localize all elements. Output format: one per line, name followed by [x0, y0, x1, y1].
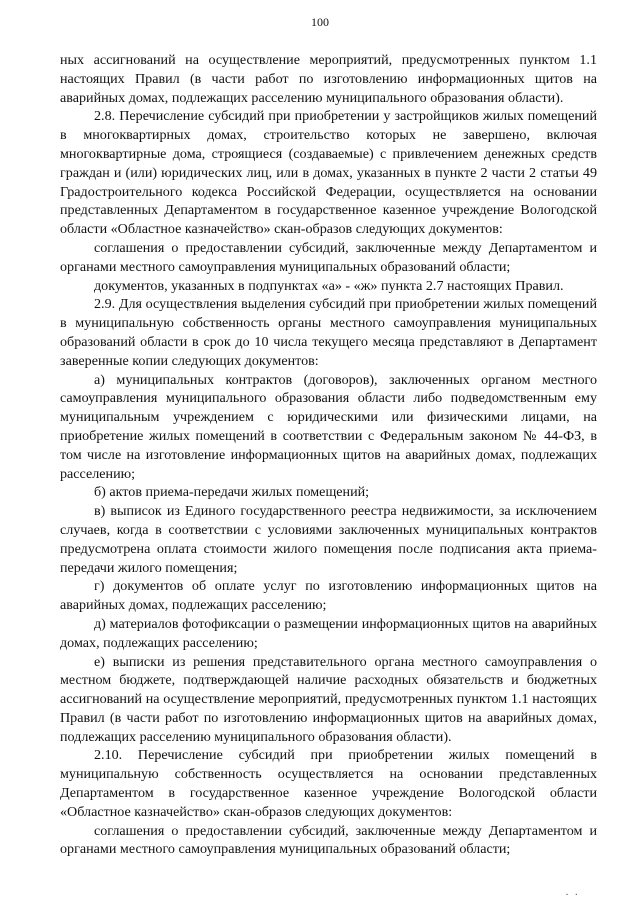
scan-specks: ·​· — [565, 890, 584, 901]
document-body — [60, 51, 597, 859]
paragraph-2-10: 2.10. Перечисление субсидий при приобретении жилых помещений в муниципальную собственность осуществляется на основании представленных Департаментом в государственное казенное учреждение Вологодской области «Областное казначейство» скан-образов следующих документов: — [60, 747, 597, 820]
list-item-e: е) выписки из решения представительного органа местного самоуправления о местном бюджете, подтверждающей наличие расходных обязательств и бюджетных ассигнований на осуществление мероприятий, предусмотренных пунктом 1.1 настоящих Правил (в части работ по изготовлению информационных щитов на аварийных домах, подлежащих расселению муниципального образования области). — [60, 653, 597, 745]
list-item-d: д) материалов фотофиксации о размещении информационных щитов на аварийных домах, подлежащих расселению; — [60, 615, 597, 651]
list-item-b: б) актов приема-передачи жилых помещений; — [94, 484, 370, 501]
paragraph-2-8: 2.8. Перечисление субсидий при приобретении у застройщиков жилых помещений в многоквартирных домах, строительство которых не завершено, включая многоквартирные дома, строящиеся (создаваемые) с привлечением денежных средств граждан и (или) юридических лиц, или в домах, указанных в пункте 2 части 2 статьи 49 Градостроительного кодекса Российской Федерации, осуществляется на основании представленных Департаментом в государственное казенное учреждение Вологодской области «Областное казначейство» скан-образов следующих документов: — [60, 108, 597, 238]
list-item-g: г) документов об оплате услуг по изготовлению информационных щитов на аварийных домах, подлежащих расселению; — [60, 578, 597, 614]
list-item-a: а) муниципальных контрактов (договоров), заключенных органом местного самоуправления муниципального образования области либо подведомственным ему муниципальным учреждением с юридическими или физическими лицами, на приобретение жилых помещений в соответствии с Федеральным законом № 44-ФЗ, в том числе на изготовление информационных щитов на аварийных домах, подлежащих расселению; — [60, 371, 597, 482]
paragraph-continuation: ных ассигнований на осуществление мероприятий, предусмотренных пунктом 1.1 настоящих Правил (в части работ по изготовлению информационных щитов на аварийных домах, подлежащих расселению муниципального образования области). — [60, 52, 597, 106]
list-item-v: в) выписок из Единого государственного реестра недвижимости, за исключением случаев, когда в соответствии с условиями заключенных муниципальных контрактов предусмотрена оплата стоимости жилого помещения после подписания акта приема-передачи жилого помещения; — [60, 503, 597, 576]
paragraph-documents-ref: документов, указанных в подпунктах «а» - «ж» пункта 2.7 настоящих Правил. — [94, 277, 564, 294]
paragraph-2-9: 2.9. Для осуществления выделения субсидий при приобретении жилых помещений в муниципальную собственность органы местного самоуправления муниципальных образований области в срок до 10 числа текущего месяца представляют в Департамент заверенные копии следующих документов: — [60, 296, 597, 369]
paragraph-agreements: соглашения о предоставлении субсидий, заключенные между Департаментом и органами местного самоуправления муниципальных образований области; — [60, 239, 597, 275]
paragraph-agreements-2: соглашения о предоставлении субсидий, заключенные между Департаментом и органами местного самоуправления муниципальных образований области; — [60, 822, 597, 858]
page-number: 100 — [311, 15, 329, 29]
